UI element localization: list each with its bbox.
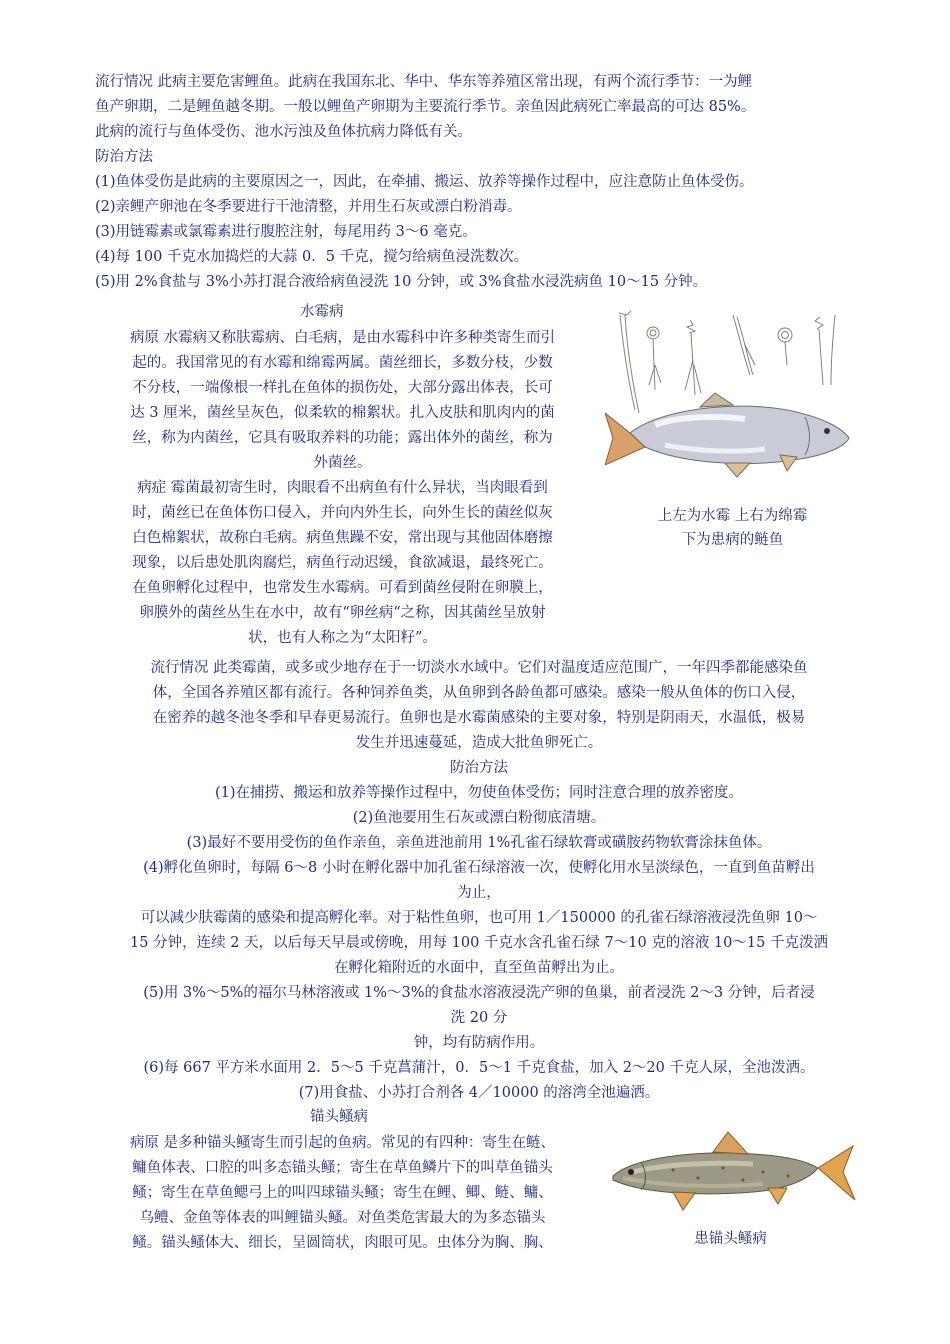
prevention-item: (5)用 2%食盐与 3%小苏打混合液给病鱼浸洗 10 分钟，或 3%食盐水浸洗病鱼 10～15 分钟。 [95,274,708,290]
section2-epidemic [95,656,863,1106]
text-line: 起的。我国常见的有水霉和绵霉两属。菌丝细长，多数分枝，少数 [132,355,553,371]
text-line: 丝，称为内菌丝，它具有吸取养料的功能；露出体外的菌丝，称为 [132,430,553,446]
text-line: 鳋；寄生在草鱼鳃弓上的叫四球锚头鳋；寄生在鲤、鲫、鲢、鳙、 [132,1185,553,1201]
prevention-item: 可以减少肤霉菌的感染和提高孵化率。对于粘性鱼卵，也可用 1／150000 的孔雀石绿溶液浸洗鱼卵 10～ [140,910,818,926]
text-line: 鳙鱼体表、口腔的叫多态锚头鳋；寄生在草鱼鳞片下的叫草鱼锚头 [132,1160,553,1176]
prevention-item: (3)最好不要用受伤的鱼作亲鱼，亲鱼进池前用 1%孔雀石绿软膏或磺胺药物软膏涂抹鱼体。 [186,835,772,851]
text-line: 状，也有人称之为“太阳籽”。 [248,630,437,646]
section3-cause [95,1131,590,1256]
text-line: 卵膜外的菌丝丛生在水中，故有“卵丝病“之称，因其菌丝呈放射 [139,605,546,621]
prevention-item: 为止， [457,885,501,901]
figure-caption: 患锚头鳋病 [694,1231,767,1247]
text-line: 流行情况 此病主要危害鲤鱼。此病在我国东北、华中、华东等养殖区常出现，有两个流行季节：一为鲤 [95,74,753,90]
text-line: 不分枝，一端像根一样扎在鱼体的损伤处，大部分露出体表，长可 [132,380,553,396]
section1-paragraph [95,70,755,295]
prevention-item: (7)用食盐、小苏打合剂各 4／10000 的溶湾全池遍洒。 [298,1085,660,1101]
prevention-item: 在孵化箱附近的水面中，直至鱼苗孵出为止。 [334,960,624,976]
prevention-item: 15 分钟，连续 2 天，以后每天早晨或傍晚，用每 100 千克水含孔雀石绿 7～10 克的溶液 10～15 千克泼洒 [130,935,828,951]
anchor-worm-fish-illustration [603,1128,858,1218]
prevention-item: (1)在捕捞、搬运和放养等操作过程中，勿使鱼体受伤；同时注意合理的放养密度。 [214,785,744,801]
text-line: 白色棉絮状，故称白毛病。病鱼焦躁不安，常出现与其他固体磨擦 [132,530,553,546]
text-line: 鱼产卵期，二是鲤鱼越冬期。一般以鲤鱼产卵期为主要流行季节。亲鱼因此病死亡率最高的可达 85%。 [95,99,756,115]
text-line: 病原 是多种锚头鳋寄生而引起的鱼病。常见的有四种：寄生在鲢、 [129,1135,556,1151]
text-line: 外菌丝。 [313,455,372,471]
text-line: 体，全国各养殖区都有流行。各种饲养鱼类，从鱼卵到各龄鱼都可感染。感染一般从鱼体的伤口入侵， [152,685,806,701]
prevention-item: (1)鱼体受伤是此病的主要原因之一，因此，在牵捕、搬运、放养等操作过程中，应注意防止鱼体受伤。 [95,174,754,190]
prevention-item: (5)用 3%～5%的福尔马林溶液或 1%～3%的食盐水溶液浸洗产卵的鱼巢，前者浸洗 2～3 分钟，后者浸 [143,985,815,1001]
text-line: 达 3 厘米，菌丝呈灰色，似柔软的棉絮状。扎入皮肤和肌肉内的菌 [130,405,555,421]
prevention-item: (3)用链霉素或氯霉素进行腹腔注射，每尾用药 3～6 毫克。 [95,224,477,240]
text-line: 病症 霉菌最初寄生时，肉眼看不出病鱼有什么异状，当肉眼看到 [137,480,548,496]
text-line: 发生并迅速蔓延，造成大批鱼卵死亡。 [355,735,603,751]
text-line: 此病的流行与鱼体受伤、池水污浊及鱼体抗病力降低有关。 [95,124,472,140]
section2-title: 水霉病 [300,304,344,320]
section-heading: 防治方法 [95,149,153,165]
fungus-fish-illustration [605,305,860,485]
text-line: 在密养的越冬池冬季和早春更易流行。鱼卵也是水霉菌感染的主要对象，特别是阴雨天，水温低，极易 [152,710,806,726]
section-heading: 防治方法 [450,760,508,776]
figure-caption: 上左为水霉 上右为绵霉 [657,508,808,524]
text-line: 时，菌丝已在鱼体伤口侵入，并向内外生长，向外生长的菌丝似灰 [132,505,553,521]
text-line: 鳋。锚头鳋体大、细长，呈圆筒状，肉眼可见。虫体分为胸、胸、 [132,1235,553,1251]
prevention-item: (4)孵化鱼卵时，每隔 6～8 小时在孵化器中加孔雀石绿溶液一次，使孵化用水呈淡绿色，一直到鱼苗孵出 [143,860,815,876]
prevention-item: 洗 20 分 [450,1010,508,1026]
text-line: 病原 水霉病又称肤霉病、白毛病，是由水霉科中许多种类寄生而引 [129,330,556,346]
prevention-item: (6)每 667 平方米水面用 2．5～5 千克菖蒲汁，0．5～1 千克食盐，加入 2～20 千克人尿，全池泼洒。 [143,1060,815,1076]
text-line: 现象，以后患处肌肉腐烂，病鱼行动迟缓，食欲减退，最终死亡。 [132,555,553,571]
section2-cause [95,326,590,651]
prevention-item: (2)亲鲤产卵池在冬季要进行干池清整，并用生石灰或漂白粉消毒。 [95,199,522,215]
figure-caption: 下为患病的鲢鱼 [681,532,784,548]
text-line: 乌鳢、金鱼等体表的叫鲤锚头鳋。对鱼类危害最大的为多态锚头 [139,1210,546,1226]
prevention-item: 钟，均有防病作用。 [413,1035,545,1051]
prevention-item: (4)每 100 千克水加捣烂的大蒜 0．5 千克，搅匀给病鱼浸洗数次。 [95,249,529,265]
section3-title: 锚头鳋病 [310,1109,368,1125]
prevention-item: (2)鱼池要用生石灰或漂白粉彻底清塘。 [352,810,606,826]
text-line: 在鱼卵孵化过程中，也常发生水霉病。可看到菌丝侵附在卵膜上， [132,580,553,596]
text-line: 流行情况 此类霉菌，或多或少地存在于一切淡水水域中。它们对温度适应范围广，一年四季都能感染鱼 [150,660,808,676]
